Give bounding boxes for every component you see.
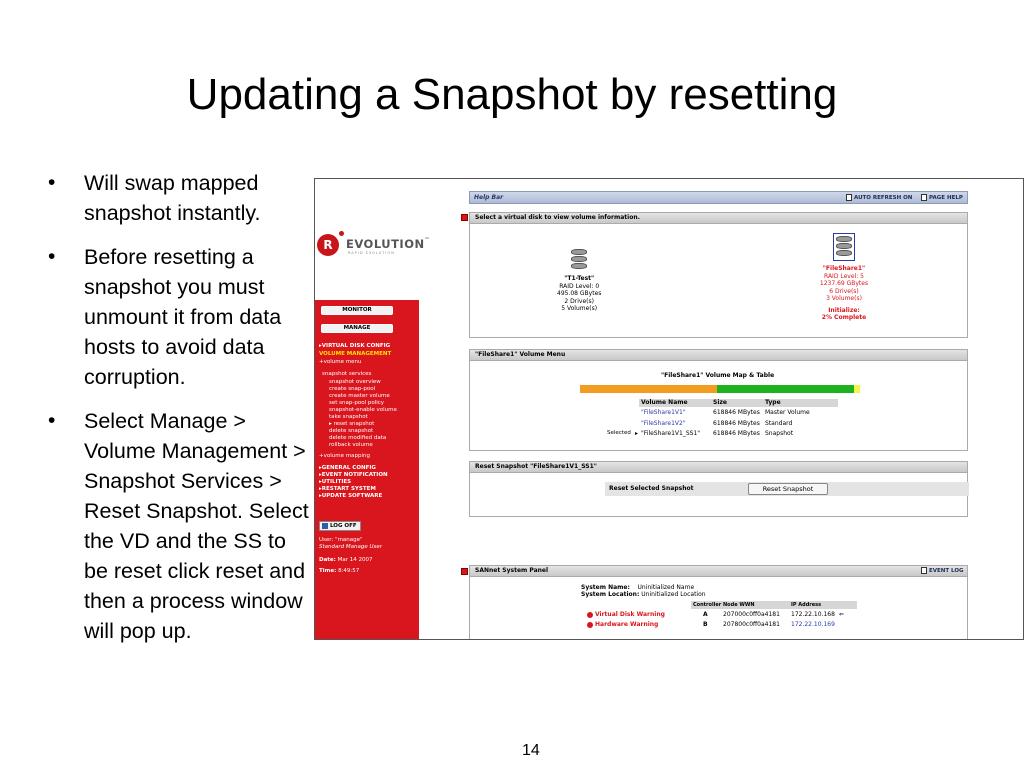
nav-rollback-volume[interactable]: rollback volume: [329, 442, 373, 448]
table-row[interactable]: Virtual Disk Warning A 207000c0ff0a4181 172.22.10.168 ⇐: [587, 611, 877, 619]
reset-snapshot-button[interactable]: Reset Snapshot: [748, 483, 828, 495]
collapse-icon[interactable]: [461, 214, 468, 221]
evolution-logo: [315, 227, 431, 263]
nav-snapshot-overview[interactable]: snapshot overview: [329, 379, 381, 385]
time-display: Time: 8:49:57: [319, 568, 360, 574]
panel-header: Select a virtual disk to view volume information.: [470, 213, 967, 224]
nav-set-snap-pool-policy[interactable]: set snap-pool policy: [329, 400, 385, 406]
nav-utilities[interactable]: ▸UTILITIES: [319, 479, 352, 485]
refresh-icon: [846, 194, 852, 201]
table-row[interactable]: Hardware Warning B 207800c0ff0a4181 172.22.10.169: [587, 621, 877, 629]
current-arrow-icon: ⇐: [839, 611, 845, 618]
date-display: Date: Mar 14 2007: [319, 557, 373, 563]
volume-map-segment-standard[interactable]: [717, 385, 854, 393]
bullet-item: • Select Manage > Volume Management > Snapshot Services > Reset Snapshot. Select the VD and the SS to be reset click reset and then a process window will pop up.: [48, 406, 310, 646]
volume-table-header: Volume Name Size Type: [639, 399, 838, 407]
nav-volume-management[interactable]: VOLUME MANAGEMENT: [319, 351, 392, 357]
user-name: User: "manage": [319, 537, 363, 543]
collapse-icon[interactable]: [461, 568, 468, 575]
bullet-item: • Before resetting a snapshot you must unmount it from data hosts to avoid data corruption.: [48, 242, 310, 392]
nav-take-snapshot[interactable]: take snapshot: [329, 414, 368, 420]
logo-mark: R: [317, 234, 339, 256]
help-bar: [469, 191, 968, 204]
logo-dot: [339, 231, 344, 236]
disk-stack-icon: [833, 233, 855, 261]
manage-button[interactable]: MANAGE: [321, 324, 393, 333]
page-help-link[interactable]: PAGE HELP: [921, 194, 963, 201]
nav-delete-snapshot[interactable]: delete snapshot: [329, 428, 374, 434]
help-page-icon: [921, 194, 927, 201]
reset-label: Reset Selected Snapshot: [609, 485, 694, 492]
nav-delete-modified-data[interactable]: delete modified data: [329, 435, 387, 441]
volume-map-title: "FileShare1" Volume Map & Table: [661, 372, 775, 379]
system-name: System Name: Uninitialized Name: [581, 584, 695, 591]
vd-t1-test[interactable]: "T1-Test" RAID Level: 0 495.08 GBytes 2 Drive(s) 5 Volume(s): [557, 249, 601, 313]
embedded-screenshot: [314, 178, 1024, 640]
logo-tagline: RAPID EVOLUTION: [348, 251, 395, 255]
nav-reset-snapshot[interactable]: ▸ reset snapshot: [329, 421, 375, 427]
user-role: Standard Manage User: [319, 544, 382, 550]
warning-icon: [587, 622, 593, 628]
volume-map-segment-master[interactable]: [580, 385, 717, 393]
vd-fileshare1[interactable]: "FileShare1" RAID Level: 5 1237.69 GBytes 6 Drive(s) 3 Volume(s) Initialize: 2% Complete: [807, 233, 881, 322]
nav-event-notification[interactable]: ▸EVENT NOTIFICATION: [319, 472, 388, 478]
slide-title: Updating a Snapshot by resetting: [186, 70, 838, 119]
table-row[interactable]: "FileShare1V2" 618846 MBytes Standard: [641, 420, 793, 427]
table-row-selected[interactable]: Selected ▸ "FileShare1V1_SS1" 618846 MBytes Snapshot: [607, 430, 794, 437]
selected-arrow-icon: ▸: [635, 430, 639, 437]
auto-refresh-toggle[interactable]: AUTO REFRESH ON: [846, 194, 912, 201]
logo-word: EVOLUTION™: [346, 237, 431, 251]
page-number: 14: [522, 742, 540, 759]
nav-create-snap-pool[interactable]: create snap-pool: [329, 386, 376, 392]
system-location: System Location: Uninitialized Location: [581, 591, 706, 598]
logoff-button[interactable]: LOG OFF: [319, 521, 361, 531]
nav-volume-menu[interactable]: +volume menu: [319, 359, 362, 365]
panel-header: "FileShare1" Volume Menu: [470, 350, 967, 361]
logoff-icon: [322, 523, 328, 529]
pointer-arrow-icon: ▸: [329, 421, 334, 427]
warning-icon: [587, 612, 593, 618]
help-bar-title: Help Bar: [474, 194, 504, 201]
disk-stack-icon: [570, 249, 588, 271]
bullet-item: • Will swap mapped snapshot instantly.: [48, 168, 310, 228]
monitor-button[interactable]: MONITOR: [321, 306, 393, 315]
event-log-link[interactable]: EVENT LOG: [921, 567, 964, 574]
nav-general-config[interactable]: ▸GENERAL CONFIG: [319, 465, 376, 471]
sidebar: [315, 300, 419, 640]
panel-header: SANnet System Panel: [470, 566, 967, 577]
nav-create-master-volume[interactable]: create master volume: [329, 393, 390, 399]
nav-snapshot-enable-volume[interactable]: snapshot-enable volume: [329, 407, 397, 413]
nav-volume-mapping[interactable]: +volume mapping: [319, 453, 370, 459]
panel-header: Reset Snapshot "FileShare1V1_SS1": [470, 462, 967, 473]
nav-virtual-disk-config[interactable]: ▸VIRTUAL DISK CONFIG: [319, 343, 391, 349]
reset-row: [605, 482, 969, 496]
log-icon: [921, 567, 927, 574]
virtual-disk-panel: [469, 212, 968, 338]
volume-map-segment-snapshot[interactable]: [854, 385, 860, 393]
system-table-header: Controller Node WWN IP Address: [691, 601, 857, 609]
nav-update-software[interactable]: ▸UPDATE SOFTWARE: [319, 493, 383, 499]
table-row[interactable]: "FileShare1V1" 618846 MBytes Master Volume: [641, 409, 810, 416]
nav-restart-system[interactable]: ▸RESTART SYSTEM: [319, 486, 376, 492]
nav-snapshot-services[interactable]: snapshot services: [322, 371, 372, 377]
bullet-list: [48, 168, 310, 660]
